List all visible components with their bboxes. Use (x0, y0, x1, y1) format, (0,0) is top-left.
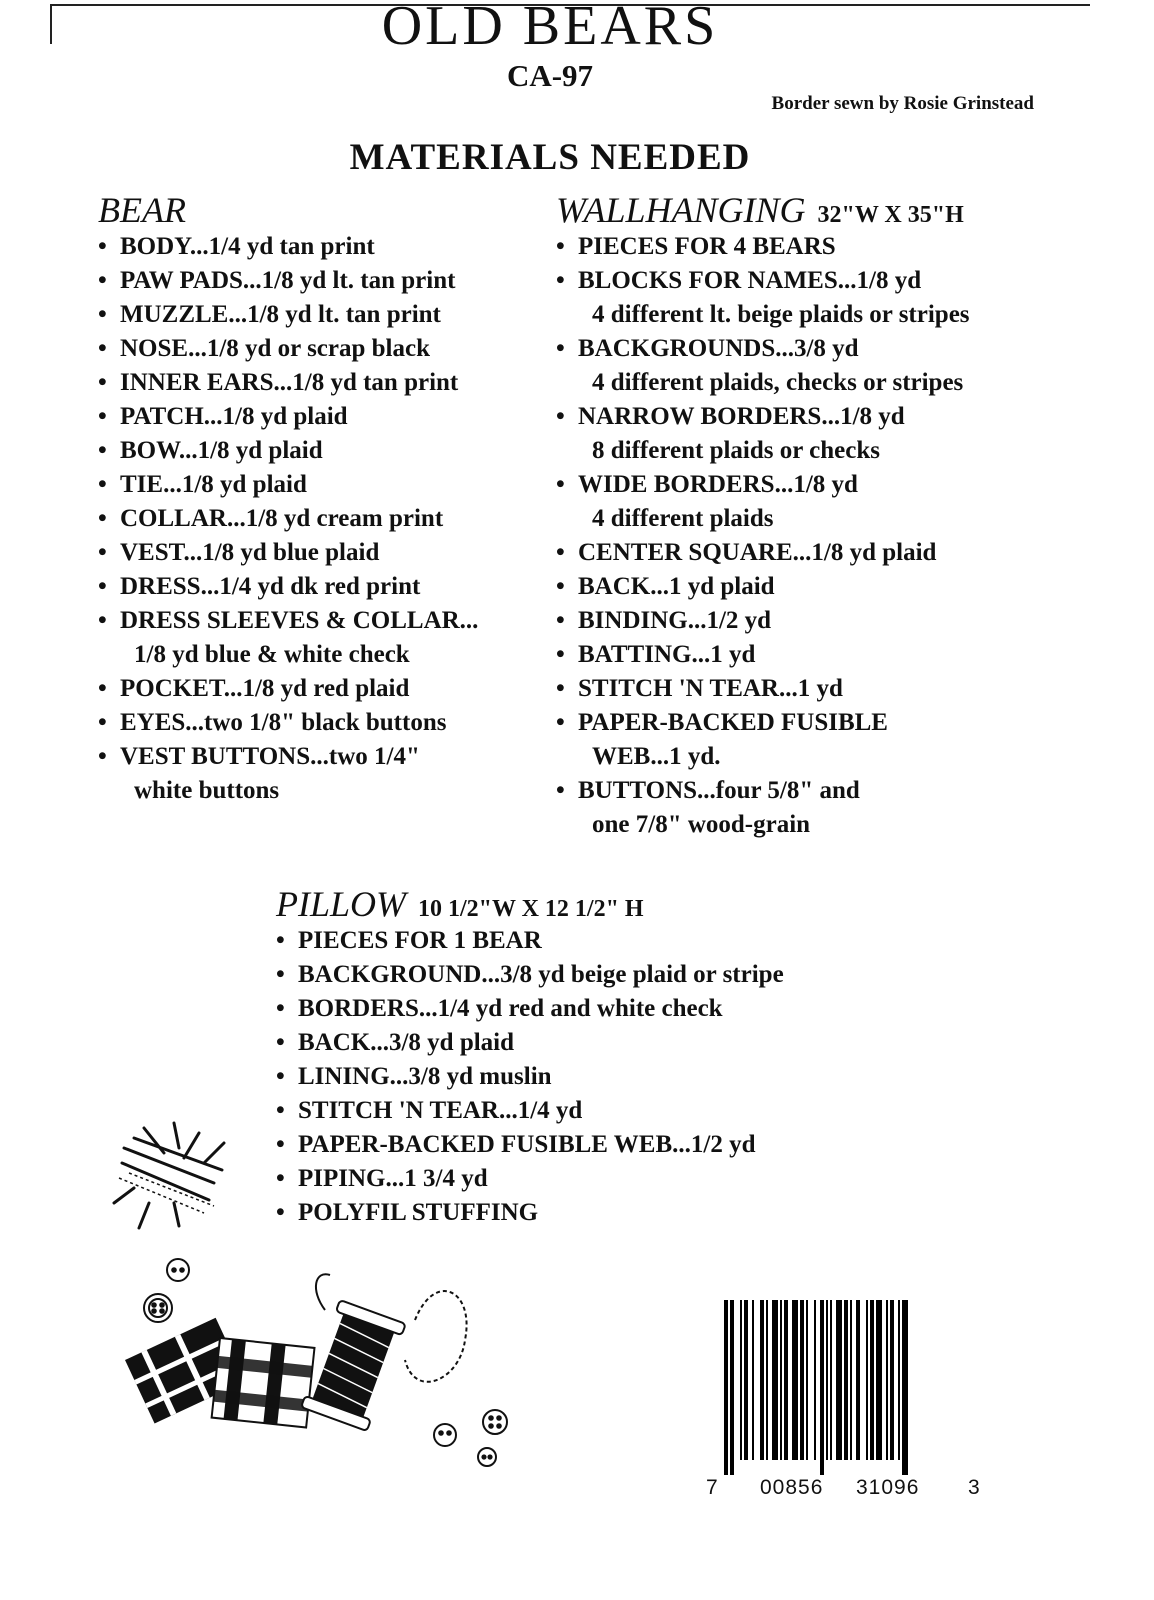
barcode-bar (850, 1300, 852, 1460)
material-item (98, 264, 478, 298)
wallhanging-materials-list (556, 230, 970, 842)
pillow-materials-list (276, 924, 784, 1230)
button-icon (167, 1259, 189, 1281)
barcode-left-digits: 00856 (760, 1476, 824, 1499)
barcode-bar (730, 1300, 734, 1475)
bullet-icon: • (276, 995, 285, 1022)
material-item (276, 1094, 784, 1128)
barcode-bar (870, 1300, 874, 1460)
bullet-icon: • (98, 573, 107, 600)
bullet-icon: • (98, 607, 107, 634)
bear-heading (98, 190, 478, 230)
bullet-icon: • (98, 539, 107, 566)
material-text: DRESS...1/4 yd dk red print (120, 573, 421, 600)
material-text: MUZZLE...1/8 yd lt. tan print (120, 301, 441, 328)
button-icon (144, 1294, 172, 1322)
material-item (276, 992, 784, 1026)
material-text: POLYFIL STUFFING (298, 1199, 539, 1226)
bullet-icon: • (98, 267, 107, 294)
material-item (556, 230, 970, 264)
barcode-lead-digit: 7 (706, 1476, 718, 1499)
bullet-icon: • (556, 233, 565, 260)
material-item (556, 672, 970, 706)
material-item (98, 502, 478, 536)
bullet-icon: • (98, 233, 107, 260)
pattern-code: CA-97 (506, 58, 594, 93)
material-text: BINDING...1/2 yd (578, 607, 772, 634)
material-item (98, 706, 478, 740)
bullet-icon: • (98, 471, 107, 498)
material-text: BLOCKS FOR NAMES...1/8 yd (578, 267, 922, 294)
material-text: POCKET...1/8 yd red plaid (120, 675, 410, 702)
bullet-icon: • (276, 1063, 285, 1090)
bullet-icon: • (276, 1131, 285, 1158)
button-icon (478, 1448, 496, 1466)
bullet-icon: • (556, 641, 565, 668)
material-item (556, 604, 970, 638)
material-item (276, 1162, 784, 1196)
material-text: WIDE BORDERS...1/8 yd (578, 471, 858, 498)
material-text: NOSE...1/8 yd or scrap black (120, 335, 430, 362)
barcode-bar (766, 1300, 768, 1460)
sewing-notions-illustration (115, 1250, 535, 1480)
barcode-bar (836, 1300, 842, 1460)
button-icon (434, 1424, 456, 1446)
wallhanging-title: WALLHANGING (556, 190, 806, 230)
bear-section (98, 190, 478, 808)
bullet-icon: • (98, 743, 107, 770)
material-item (556, 774, 970, 842)
materials-heading: MATERIALS NEEDED (349, 137, 751, 178)
barcode-bar (856, 1300, 860, 1460)
bullet-icon: • (276, 961, 285, 988)
material-text: BUTTONS...four 5/8" and (578, 777, 860, 804)
material-item (276, 1026, 784, 1060)
bullet-icon: • (98, 675, 107, 702)
material-item (276, 1196, 784, 1230)
material-text: TIE...1/8 yd plaid (120, 471, 307, 498)
material-text: BACK...1 yd plaid (578, 573, 775, 600)
bullet-icon: • (98, 403, 107, 430)
material-text: PIECES FOR 1 BEAR (298, 927, 542, 954)
barcode-bar (780, 1300, 782, 1460)
material-item (98, 230, 478, 264)
material-item (556, 706, 970, 774)
material-text: STITCH 'N TEAR...1/4 yd (298, 1097, 583, 1124)
material-item (98, 298, 478, 332)
material-item (98, 400, 478, 434)
material-item (276, 924, 784, 958)
material-text-continued: one 7/8" wood-grain (592, 811, 811, 838)
material-item (556, 264, 970, 332)
barcode-bar (886, 1300, 888, 1460)
material-item (98, 570, 478, 604)
material-text-continued: white buttons (134, 777, 280, 804)
material-item (556, 638, 970, 672)
material-text: PIECES FOR 4 BEARS (578, 233, 836, 260)
barcode-bar (800, 1300, 804, 1460)
material-text-continued: 1/8 yd blue & white check (134, 641, 410, 668)
bear-materials-list (98, 230, 478, 808)
barcode-bar (820, 1300, 824, 1475)
material-text-continued: WEB...1 yd. (592, 743, 721, 770)
material-text: PAPER-BACKED FUSIBLE (578, 709, 888, 736)
material-text: LINING...3/8 yd muslin (298, 1063, 552, 1090)
material-text-continued: 4 different lt. beige plaids or stripes (592, 301, 970, 328)
barcode-bar (826, 1300, 828, 1460)
material-item (556, 400, 970, 468)
material-text-continued: 4 different plaids (592, 505, 774, 532)
material-text: BACK...3/8 yd plaid (298, 1029, 515, 1056)
material-item (556, 570, 970, 604)
barcode-bars (706, 1300, 986, 1475)
needles-pins-illustration (104, 1108, 234, 1238)
bullet-icon: • (98, 709, 107, 736)
bullet-icon: • (98, 505, 107, 532)
material-item (98, 672, 478, 706)
bullet-icon: • (276, 1199, 285, 1226)
barcode-check-digit: 3 (968, 1476, 980, 1499)
material-text-continued: 8 different plaids or checks (592, 437, 880, 464)
thread-strand (405, 1291, 467, 1382)
material-text: BACKGROUNDS...3/8 yd (578, 335, 859, 362)
plaid-swatch-light (212, 1338, 315, 1427)
bullet-icon: • (98, 369, 107, 396)
material-text: BORDERS...1/4 yd red and white check (298, 995, 723, 1022)
material-text: BATTING...1 yd (578, 641, 756, 668)
bullet-icon: • (556, 471, 565, 498)
bullet-icon: • (556, 335, 565, 362)
credit-line: Border sewn by Rosie Grinstead (771, 93, 1034, 114)
thread-spool-icon (301, 1300, 406, 1431)
pillow-section (276, 884, 784, 1230)
barcode-bar (830, 1300, 832, 1460)
material-text: PAPER-BACKED FUSIBLE WEB...1/2 yd (298, 1131, 756, 1158)
material-text: PIPING...1 3/4 yd (298, 1165, 488, 1192)
barcode-bar (902, 1300, 908, 1475)
barcode-bar (744, 1300, 748, 1460)
material-text: STITCH 'N TEAR...1 yd (578, 675, 843, 702)
material-item (98, 468, 478, 502)
barcode-bar (724, 1300, 728, 1475)
barcode-bar (792, 1300, 798, 1460)
bullet-icon: • (556, 267, 565, 294)
bear-title: BEAR (98, 190, 186, 230)
barcode-bar (740, 1300, 742, 1460)
material-item (276, 1128, 784, 1162)
bullet-icon: • (276, 927, 285, 954)
material-text: NARROW BORDERS...1/8 yd (578, 403, 905, 430)
material-item (98, 434, 478, 468)
pillow-heading (276, 884, 784, 924)
material-item (556, 536, 970, 570)
bullet-icon: • (276, 1097, 285, 1124)
wallhanging-size: 32"W X 35"H (817, 202, 964, 228)
bullet-icon: • (556, 675, 565, 702)
bullet-icon: • (98, 335, 107, 362)
bullet-icon: • (556, 777, 565, 804)
barcode-bar (814, 1300, 816, 1460)
barcode-bar (890, 1300, 894, 1460)
material-text-continued: 4 different plaids, checks or stripes (592, 369, 964, 396)
bullet-icon: • (276, 1029, 285, 1056)
barcode-bar (760, 1300, 764, 1460)
material-text: INNER EARS...1/8 yd tan print (120, 369, 459, 396)
bullet-icon: • (98, 301, 107, 328)
material-text: BACKGROUND...3/8 yd beige plaid or stripe (298, 961, 784, 988)
material-text: CENTER SQUARE...1/8 yd plaid (578, 539, 937, 566)
material-item (98, 366, 478, 400)
material-item (98, 332, 478, 366)
wallhanging-section (556, 190, 970, 842)
barcode-bar (866, 1300, 868, 1460)
material-text: VEST BUTTONS...two 1/4" (120, 743, 420, 770)
barcode-bar (784, 1300, 788, 1460)
upc-barcode (706, 1300, 986, 1530)
barcode-bar (752, 1300, 754, 1460)
material-item (556, 468, 970, 536)
bullet-icon: • (556, 573, 565, 600)
pillow-size: 10 1/2"W X 12 1/2" H (418, 896, 644, 922)
pillow-title: PILLOW (276, 884, 407, 924)
material-text: COLLAR...1/8 yd cream print (120, 505, 444, 532)
material-text: VEST...1/8 yd blue plaid (120, 539, 380, 566)
material-item (276, 958, 784, 992)
material-item (556, 332, 970, 400)
button-icon (483, 1410, 507, 1434)
material-text: PAW PADS...1/8 yd lt. tan print (120, 267, 456, 294)
barcode-bar (844, 1300, 848, 1460)
barcode-bar (898, 1300, 900, 1460)
material-item (98, 536, 478, 570)
pattern-title: OLD BEARS (381, 0, 719, 57)
material-item (276, 1060, 784, 1094)
bullet-icon: • (556, 403, 565, 430)
material-text: DRESS SLEEVES & COLLAR... (120, 607, 479, 634)
bullet-icon: • (276, 1165, 285, 1192)
bullet-icon: • (98, 437, 107, 464)
material-item (98, 604, 478, 672)
material-item (98, 740, 478, 808)
material-text: PATCH...1/8 yd plaid (120, 403, 348, 430)
barcode-bar (876, 1300, 882, 1460)
material-text: BOW...1/8 yd plaid (120, 437, 323, 464)
bullet-icon: • (556, 709, 565, 736)
bullet-icon: • (556, 607, 565, 634)
material-text: EYES...two 1/8" black buttons (120, 709, 447, 736)
material-text: BODY...1/4 yd tan print (120, 233, 375, 260)
wallhanging-heading (556, 190, 970, 230)
barcode-bar (772, 1300, 778, 1460)
barcode-bar (806, 1300, 808, 1460)
barcode-right-digits: 31096 (856, 1476, 920, 1499)
bullet-icon: • (556, 539, 565, 566)
